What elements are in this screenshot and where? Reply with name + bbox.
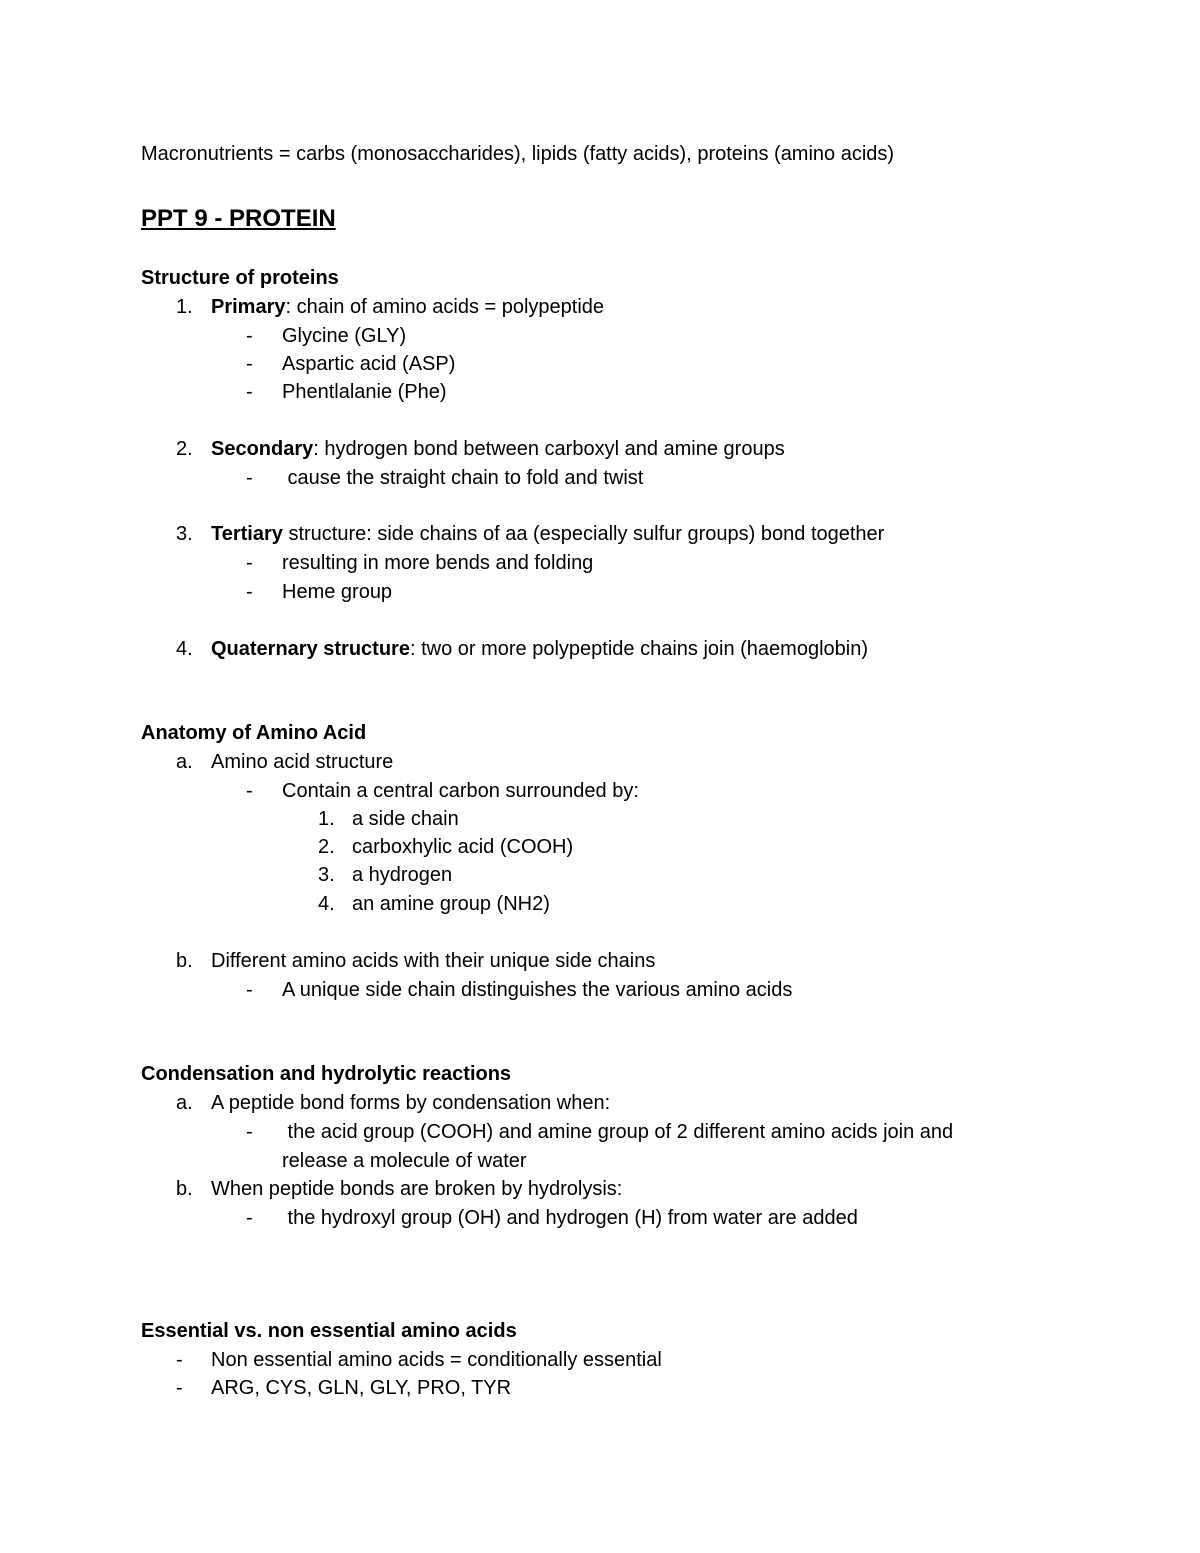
item-text: : hydrogen bond between carboxyl and amine groups: [313, 438, 785, 460]
section-heading-structure: Structure of proteins: [141, 267, 339, 289]
bullet-dash: -: [246, 1207, 253, 1229]
bullet-dash: -: [246, 581, 253, 603]
bullet-dash: -: [246, 467, 253, 489]
list-number: 4.: [176, 638, 193, 660]
list-letter: a.: [176, 1092, 193, 1114]
bullet-item: ARG, CYS, GLN, GLY, PRO, TYR: [211, 1377, 512, 1399]
bullet-item-continued: release a molecule of water: [282, 1150, 527, 1172]
bullet-dash: -: [246, 552, 253, 574]
list-item-secondary: [211, 437, 785, 461]
list-number: 4.: [318, 893, 335, 915]
page-title: PPT 9 - PROTEIN: [141, 205, 336, 232]
bullet-dash: -: [176, 1349, 183, 1371]
list-item: Amino acid structure: [211, 751, 394, 773]
bullet-dash: -: [246, 381, 253, 403]
bullet-dash: -: [246, 353, 253, 375]
item-text: structure: side chains of aa (especially sulfur groups) bond together: [282, 523, 885, 545]
list-item: A peptide bond forms by condensation when:: [211, 1092, 611, 1114]
bullet-dash: -: [246, 780, 253, 802]
item-text: : chain of amino acids = polypeptide: [285, 296, 605, 318]
list-number: 2.: [176, 438, 193, 460]
bullet-item: Phentlalanie (Phe): [282, 381, 447, 403]
bullet-dash: -: [176, 1377, 183, 1399]
list-number: 3.: [318, 864, 335, 886]
bullet-item: A unique side chain distinguishes the various amino acids: [282, 979, 793, 1001]
bullet-item: resulting in more bends and folding: [282, 552, 594, 574]
term-secondary: Secondary: [211, 438, 314, 460]
list-item-tertiary: [211, 522, 884, 546]
intro-line: Macronutrients = carbs (monosaccharides), lipids (fatty acids), proteins (amino acids): [141, 143, 895, 165]
bullet-item: Aspartic acid (ASP): [282, 353, 456, 375]
list-number: 1.: [318, 808, 335, 830]
bullet-item: the hydroxyl group (OH) and hydrogen (H) from water are added: [282, 1207, 858, 1229]
bullet-item: cause the straight chain to fold and twist: [282, 467, 644, 489]
term-quaternary: Quaternary structure: [211, 638, 410, 660]
list-letter: b.: [176, 950, 193, 972]
bullet-dash: -: [246, 979, 253, 1001]
list-item-quaternary: [211, 637, 868, 661]
bullet-dash: -: [246, 325, 253, 347]
bullet-item: the acid group (COOH) and amine group of 2 different amino acids join and: [282, 1121, 954, 1143]
list-letter: b.: [176, 1178, 193, 1200]
list-item: When peptide bonds are broken by hydrolysis:: [211, 1178, 623, 1200]
term-tertiary: Tertiary: [211, 523, 283, 545]
section-heading-anatomy: Anatomy of Amino Acid: [141, 722, 367, 744]
list-item-primary: [211, 295, 604, 319]
list-number: 3.: [176, 523, 193, 545]
bullet-dash: -: [246, 1121, 253, 1143]
term-primary: Primary: [211, 296, 286, 318]
sub-list-item: carboxhylic acid (COOH): [352, 836, 574, 858]
section-heading-reactions: Condensation and hydrolytic reactions: [141, 1063, 512, 1085]
bullet-item: Heme group: [282, 581, 393, 603]
list-letter: a.: [176, 751, 193, 773]
sub-list-item: a hydrogen: [352, 864, 453, 886]
bullet-item: Glycine (GLY): [282, 325, 407, 347]
section-heading-essential: Essential vs. non essential amino acids: [141, 1320, 517, 1342]
item-text: : two or more polypeptide chains join (haemoglobin): [409, 638, 868, 660]
bullet-item: Contain a central carbon surrounded by:: [282, 780, 639, 802]
list-number: 1.: [176, 296, 193, 318]
list-item: Different amino acids with their unique side chains: [211, 950, 656, 972]
sub-list-item: an amine group (NH2): [352, 893, 550, 915]
list-number: 2.: [318, 836, 335, 858]
bullet-item: Non essential amino acids = conditionally essential: [211, 1349, 662, 1371]
sub-list-item: a side chain: [352, 808, 459, 830]
